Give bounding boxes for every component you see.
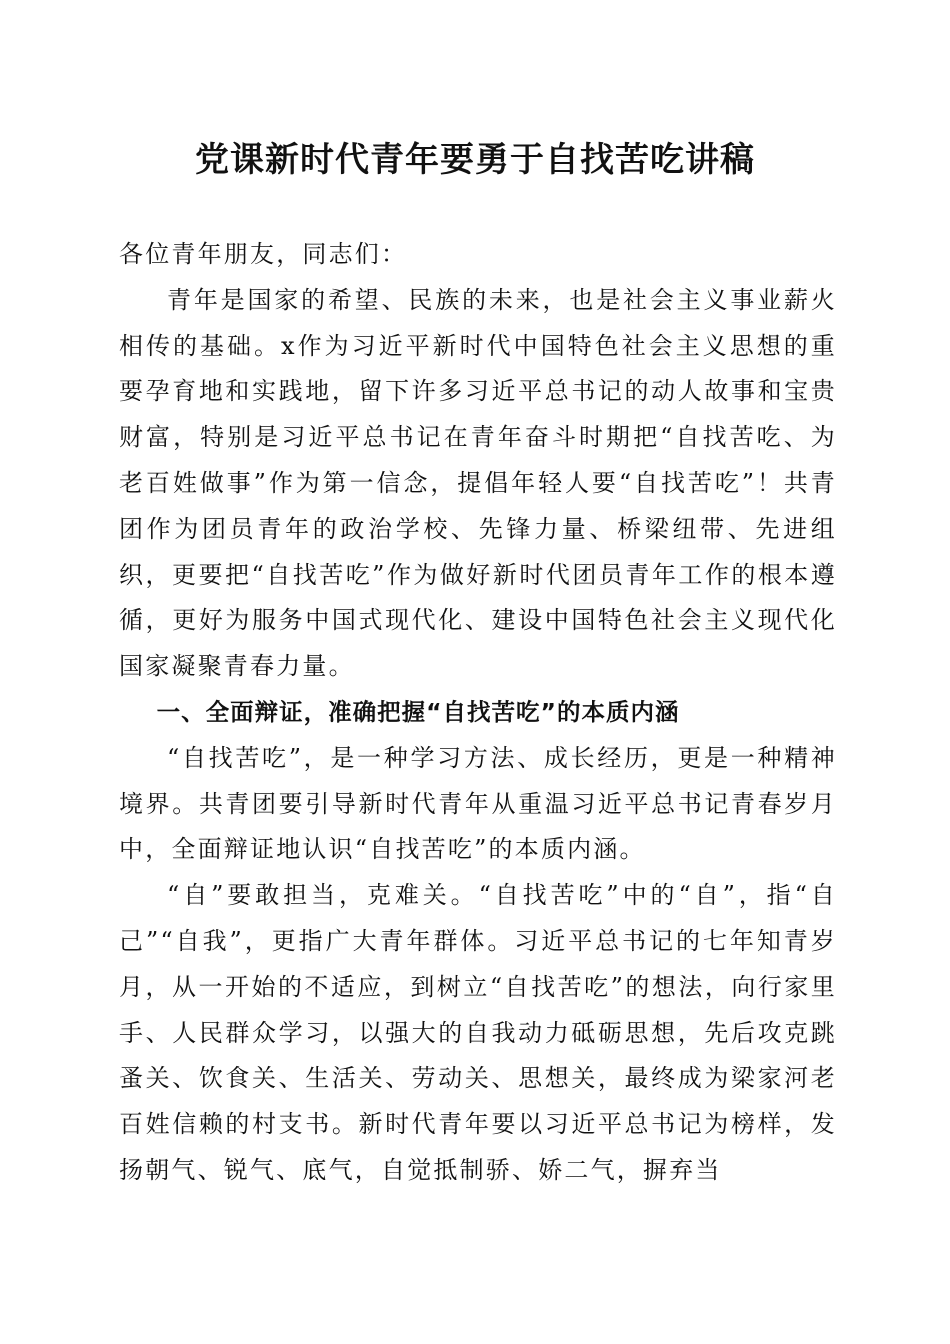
paragraph-essence: “自找苦吃”，是一种学习方法、成长经历，更是一种精神境界。共青团要引导新时代青年从重温习近平总书记青春岁月中，全面辩证地认识“自找苦吃”的本质内涵。 — [119, 743, 837, 864]
document-title: 党课新时代青年要勇于自找苦吃讲稿 — [195, 140, 755, 180]
greeting: 各位青年朋友，同志们： — [119, 240, 408, 268]
paragraph-intro: 青年是国家的希望、民族的未来，也是社会主义事业薪火相传的基础。x作为习近平新时代中国特色社会主义思想的重要孕育地和实践地，留下许多习近平总书记的动人故事和宝贵财富，特别是习近平总书记在青年奋斗时期把“自找苦吃、为老百姓做事”作为第一信念，提倡年轻人要“自找苦吃”！共青团作为团员青年的政治学校、先锋力量、桥梁纽带、先进组织，更要把“自找苦吃”作为做好新时代团员青年工作的根本遵循，更好为服务中国式现代化、建设中国特色社会主义现代化国家凝聚青春力量。 — [119, 285, 837, 681]
document-body — [119, 232, 837, 1194]
section-heading-1: 一、全面辩证，准确把握“自找苦吃”的本质内涵 — [156, 697, 680, 726]
paragraph-self: “自”要敢担当，克难关。“自找苦吃”中的“自”，指“自己”“自我”，更指广大青年群体。习近平总书记的七年知青岁月，从一开始的不适应，到树立“自找苦吃”的想法，向行家里手、人民群众学习，以强大的自我动力砥砺思想，先后攻克跳蚤关、饮食关、生活关、劳动关、思想关，最终成为梁家河老百姓信赖的村支书。新时代青年要以习近平总书记为榜样，发扬朝气、锐气、底气，自觉抵制骄、娇二气，摒弃当 — [119, 881, 837, 1184]
